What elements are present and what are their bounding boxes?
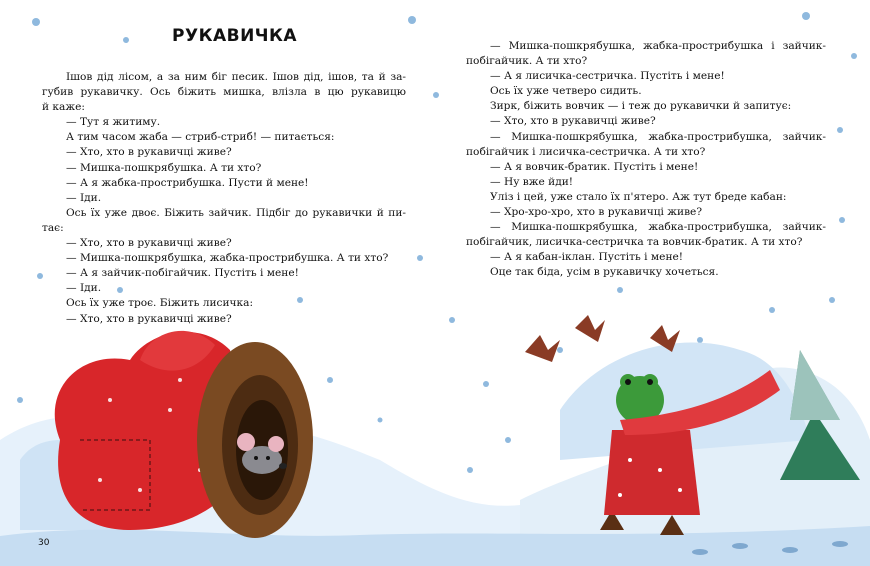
text-line: — А я кабан-іклан. Пустіть і мене!: [490, 251, 684, 264]
text-line: — Ну вже йди!: [490, 175, 574, 188]
text-line: — Мишка-пошкрябушка, жабка-прострибушка. А ти хто?: [66, 252, 389, 265]
text-line: — Іди.: [66, 282, 102, 295]
text-line: — Хто, хто в рукавичці живе?: [490, 115, 656, 128]
text-line: Оце так біда, усім в рукавичку хочеться.: [490, 266, 719, 279]
text-line: Ось їх уже троє. Біжить лисичка:: [66, 297, 254, 310]
story-title: РУКАВИЧКА: [172, 26, 298, 46]
text-line: — Мишка-пошкрябушка, жабка-прострибушка, зайчик-: [490, 221, 826, 234]
text-line: — Мишка-пошкрябушка. А ти хто?: [66, 161, 262, 174]
page-number: 30: [38, 538, 50, 548]
text-line: Ось їх уже двоє. Біжить зайчик. Підбіг до рукавички й пи-: [66, 206, 406, 219]
text-line: — Мишка-пошкрябушка, жабка-прострибушка і зайчик-: [490, 40, 826, 52]
text-line: — А я жабка-прострибушка. Пусти й мене!: [66, 176, 309, 189]
fur-cuff: [197, 342, 313, 538]
text-line: побігайчик, лисичка-сестричка та вовчик-братик. А ти хто?: [466, 236, 803, 249]
right-text-column: [466, 39, 826, 281]
text-line: Зирк, біжить вовчик — і теж до рукавички й запитує:: [490, 100, 792, 113]
text-line: побігайчик. А ти хто?: [466, 55, 588, 68]
mitten-illustration: [0, 290, 870, 566]
text-line: — Хто, хто в рукавичці живе?: [66, 237, 232, 250]
text-line: Уліз і цей, уже стало їх п'ятеро. Аж тут бреде кабан:: [490, 190, 787, 203]
text-line: — Іди.: [66, 191, 102, 204]
text-line: — Тут я житиму.: [66, 116, 161, 129]
text-line: губив рукавичку. Ось біжить мишка, влізла в цю рукавицю: [42, 86, 406, 99]
text-line: А тим часом жаба — стриб-стриб! — питається:: [66, 131, 335, 144]
text-line: — Хро-хро-хро, хто в рукавичці живе?: [490, 206, 703, 219]
text-line: тає:: [42, 221, 64, 234]
text-line: — Хто, хто в рукавичці живе?: [66, 312, 232, 325]
left-text-column: [42, 70, 406, 327]
text-line: — А я вовчик-братик. Пустіть і мене!: [490, 160, 699, 173]
text-line: — Мишка-пошкрябушка, жабка-прострибушка, зайчик-: [490, 130, 826, 143]
text-line: Ось їх уже четверо сидить.: [490, 85, 642, 98]
text-line: — Хто, хто в рукавичці живе?: [66, 146, 232, 159]
text-line: — А я зайчик-побігайчик. Пустіть і мене!: [66, 267, 299, 280]
text-line: — А я лисичка-сестричка. Пустіть і мене!: [490, 70, 725, 83]
text-line: Ішов дід лісом, а за ним біг песик. Ішов дід, ішов, та й за-: [66, 71, 406, 83]
text-line: й каже:: [42, 101, 85, 114]
text-line: побігайчик і лисичка-сестричка. А ти хто?: [466, 145, 706, 158]
